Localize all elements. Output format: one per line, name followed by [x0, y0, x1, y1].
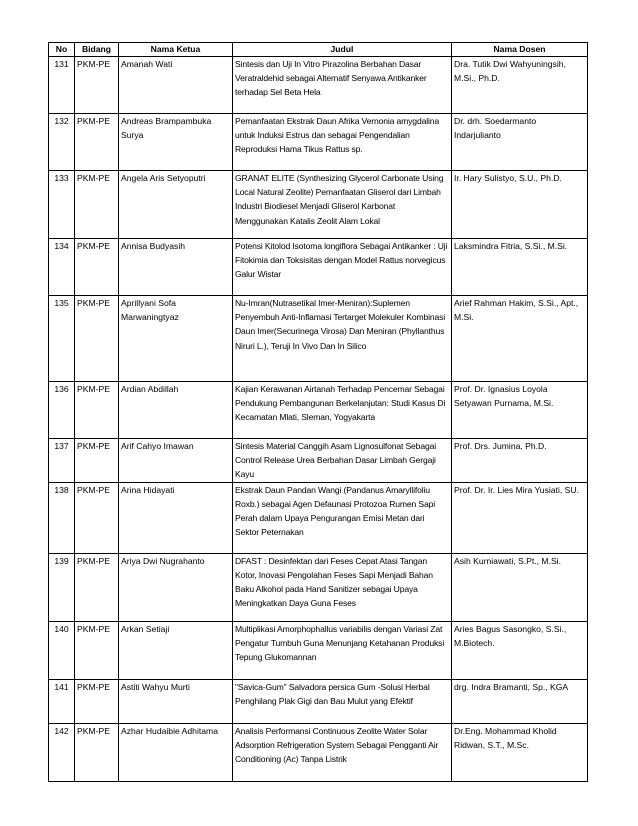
cell-ketua: Aprillyani Sofa Marwaningtyaz [119, 296, 233, 382]
table-row [49, 382, 588, 439]
cell-dosen: Asih Kurniawati, S.Pt., M.Si. [452, 553, 588, 621]
cell-dosen: drg. Indra Bramanti, Sp., KGA [452, 679, 588, 723]
table-row [49, 239, 588, 296]
cell-dosen: Dr. drh. Soedarmanto Indarjulianto [452, 114, 588, 171]
header-bidang: Bidang [75, 43, 119, 57]
cell-dosen: Prof. Dr. Ir. Lies Mira Yusiati, SU. [452, 482, 588, 553]
cell-ketua: Andreas Brampambuka Surya [119, 114, 233, 171]
cell-ketua: Arif Cahyo Imawan [119, 439, 233, 483]
cell-no: 135 [49, 296, 75, 382]
cell-judul: GRANAT ELITE (Synthesizing Glycerol Carbonate Using Local Natural Zeolite) Pemanfaatan Gliserol dari Limbah Industri Biodiesel Menjadi Gliserol Karbonat Menggunakan Katalis Zeolit Alam Lokal [233, 171, 452, 239]
cell-no: 140 [49, 621, 75, 679]
cell-dosen: Aries Bagus Sasongko, S.Si., M.Biotech. [452, 621, 588, 679]
cell-ketua: Arina Hidayati [119, 482, 233, 553]
table-row [49, 482, 588, 553]
cell-judul: Sintesis dan Uji In Vitro Pirazolina Berbahan Dasar Veratraldehid sebagai Alternatif Senyawa Antikanker terhadap Sel Beta Hela [233, 57, 452, 114]
cell-dosen: Ir. Hary Sulistyo, S.U., Ph.D. [452, 171, 588, 239]
cell-ketua: Arkan Setiaji [119, 621, 233, 679]
cell-judul: "Savica-Gum" Salvadora persica Gum -Solusi Herbal Penghilang Plak Gigi dan Bau Mulut yang Efektif [233, 679, 452, 723]
table-row [49, 723, 588, 781]
cell-no: 138 [49, 482, 75, 553]
cell-no: 134 [49, 239, 75, 296]
cell-dosen: Prof. Dr. Ignasius Loyola Setyawan Purnama, M.Si. [452, 382, 588, 439]
header-nama-dosen: Nama Dosen [452, 43, 588, 57]
table-row [49, 439, 588, 483]
cell-judul: DFAST : Desinfektan dari Feses Cepat Atasi Tangan Kotor, Inovasi Pengolahan Feses Sapi Menjadi Bahan Baku Alkohol pada Hand Sanitizer sebagai Upaya Meningkatkan Daya Guna Feses [233, 553, 452, 621]
cell-bidang: PKM-PE [75, 723, 119, 781]
header-nama-ketua: Nama Ketua [119, 43, 233, 57]
cell-bidang: PKM-PE [75, 114, 119, 171]
cell-no: 139 [49, 553, 75, 621]
cell-judul: Pemanfaatan Ekstrak Daun Afrika Vernonia amygdalina untuk Induksi Estrus dan sebagai Pengendalian Reproduksi Hama Tikus Rattus sp. [233, 114, 452, 171]
cell-ketua: Annisa Budyasih [119, 239, 233, 296]
cell-bidang: PKM-PE [75, 482, 119, 553]
cell-bidang: PKM-PE [75, 239, 119, 296]
cell-judul: Potensi Kitolod Isotoma longiflora Sebagai Antikanker : Uji Fitokimia dan Toksisitas dengan Model Rattus norvegicus Galur Wistar [233, 239, 452, 296]
cell-ketua: Ardian Abdillah [119, 382, 233, 439]
table-row [49, 296, 588, 382]
cell-no: 133 [49, 171, 75, 239]
cell-judul: Sintesis Material Canggih Asam Lignosulfonat Sebagai Control Release Urea Berbahan Dasar Limbah Gergaji Kayu [233, 439, 452, 483]
cell-ketua: Ariya Dwi Nugrahanto [119, 553, 233, 621]
cell-bidang: PKM-PE [75, 621, 119, 679]
table-header-row [49, 43, 588, 57]
table-row [49, 171, 588, 239]
cell-no: 142 [49, 723, 75, 781]
cell-no: 131 [49, 57, 75, 114]
cell-dosen: Dr.Eng. Mohammad Kholid Ridwan, S.T., M.Sc. [452, 723, 588, 781]
pkm-table [48, 42, 588, 782]
table-row [49, 57, 588, 114]
cell-ketua: Azhar Hudaibie Adhitama [119, 723, 233, 781]
table-row [49, 679, 588, 723]
cell-no: 141 [49, 679, 75, 723]
cell-bidang: PKM-PE [75, 382, 119, 439]
table-row [49, 553, 588, 621]
cell-bidang: PKM-PE [75, 57, 119, 114]
cell-judul: Analisis Performansi Continuous Zeolite Water Solar Adsorption Refrigeration System Sebagai Pengganti Air Conditioning (Ac) Tanpa Listrik [233, 723, 452, 781]
cell-judul: Nu-Imran(Nutrasetikal Imer-Meniran):Suplemen Penyembuh Anti-Inflamasi Tertarget Molekuler Kombinasi Daun Imer(Securinega Virosa) Dan Meniran (Phyllanthus Niruri L.), Teruji In Vivo Dan In Silico [233, 296, 452, 382]
cell-no: 137 [49, 439, 75, 483]
cell-judul: Ekstrak Daun Pandan Wangi (Pandanus Amaryllifoliu Roxb.) sebagai Agen Defaunasi Protozoa Rumen Sapi Perah dalam Upaya Pengurangan Emisi Metan dari Sektor Peternakan [233, 482, 452, 553]
cell-bidang: PKM-PE [75, 296, 119, 382]
cell-judul: Kajian Kerawanan Airtanah Terhadap Pencemar Sebagai Pendukung Pembangunan Berkelanjutan: Studi Kasus Di Kecamatan Mlati, Sleman, Yogyakarta [233, 382, 452, 439]
header-no: No [49, 43, 75, 57]
cell-bidang: PKM-PE [75, 439, 119, 483]
cell-dosen: Dra. Tutik Dwi Wahyuningsih, M.Si., Ph.D. [452, 57, 588, 114]
table-row [49, 114, 588, 171]
cell-no: 136 [49, 382, 75, 439]
cell-ketua: Amanah Wati [119, 57, 233, 114]
cell-ketua: Astiti Wahyu Murti [119, 679, 233, 723]
cell-dosen: Arief Rahman Hakim, S.Si., Apt., M.Si. [452, 296, 588, 382]
cell-bidang: PKM-PE [75, 679, 119, 723]
cell-bidang: PKM-PE [75, 171, 119, 239]
cell-judul: Multiplikasi Amorphophallus variabilis dengan Variasi Zat Pengatur Tumbuh Guna Menunjang Ketahanan Produksi Tepung Glukomannan [233, 621, 452, 679]
header-judul: Judul [233, 43, 452, 57]
cell-dosen: Laksmindra Fitria, S.Si., M.Si. [452, 239, 588, 296]
cell-no: 132 [49, 114, 75, 171]
cell-ketua: Angela Aris Setyoputri [119, 171, 233, 239]
cell-dosen: Prof. Drs. Jumina, Ph.D. [452, 439, 588, 483]
cell-bidang: PKM-PE [75, 553, 119, 621]
table-row [49, 621, 588, 679]
